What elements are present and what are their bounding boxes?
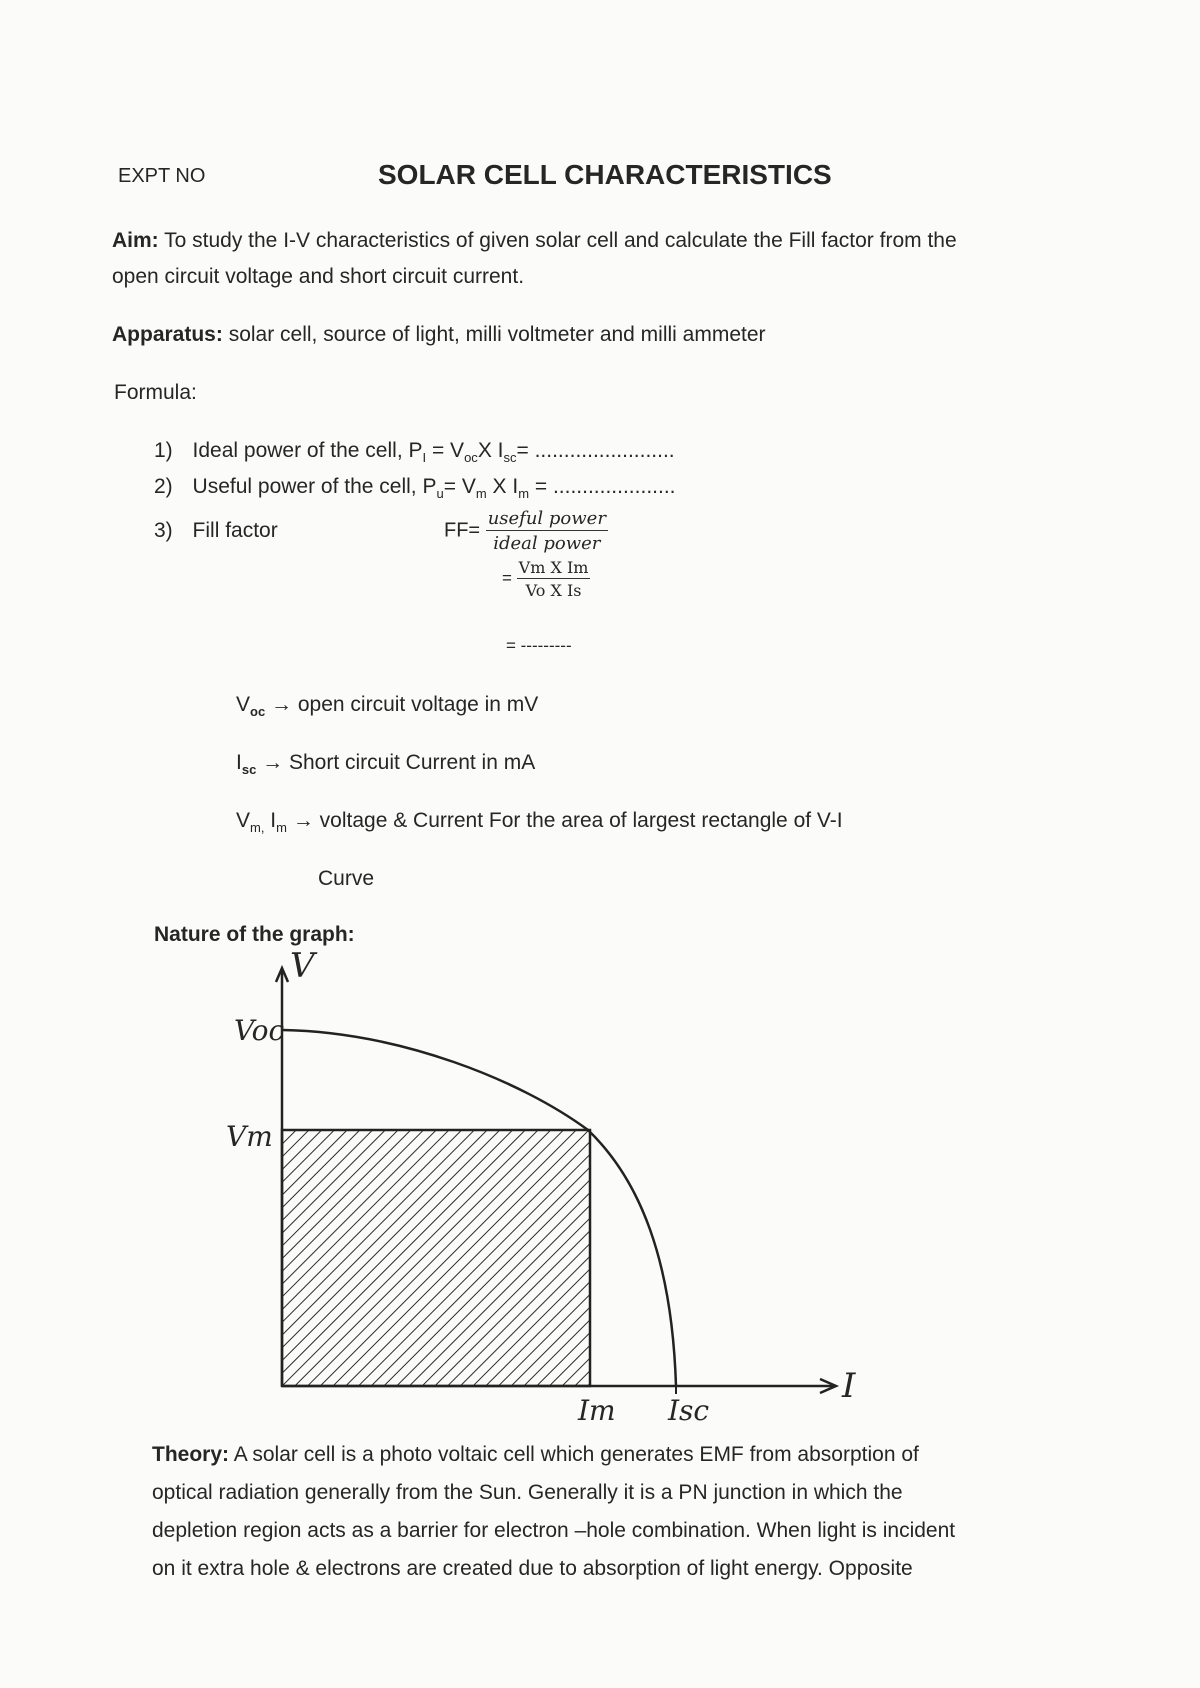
theory-line-2: optical radiation generally from the Sun. Generally it is a PN junction in which the: [152, 1481, 903, 1504]
formula-item-text: Ideal power of the cell, P: [192, 439, 423, 462]
x-axis-label: I: [842, 1366, 856, 1406]
subscript: m,: [250, 820, 265, 836]
ff-label: FF=: [444, 519, 481, 542]
ff-numerator: useful power: [487, 508, 606, 529]
ff-result: = ---------: [506, 636, 572, 655]
formula-item-text: = V: [443, 475, 476, 498]
subscript: sc: [503, 450, 517, 466]
formula-item-text: = ........................: [516, 439, 675, 462]
symbol: I: [236, 751, 242, 774]
definition-continuation: Curve: [318, 867, 375, 890]
definition-text: → open circuit voltage in mV: [265, 693, 539, 716]
theory-line-4: on it extra hole & electrons are created due to absorption of light energy. Opposite: [152, 1557, 913, 1580]
aim-label: Aim:: [112, 229, 159, 252]
apparatus-text: solar cell, source of light, milli voltmeter and milli ammeter: [222, 323, 766, 346]
subscript: m: [475, 486, 487, 502]
apparatus-label: Apparatus:: [112, 323, 223, 346]
theory-text-1: A solar cell is a photo voltaic cell which generates EMF from absorption of: [229, 1443, 919, 1466]
voc-label: Voc: [234, 1014, 285, 1047]
ff-denominator: ideal power: [493, 533, 601, 554]
formula-item-text: X I: [477, 439, 504, 462]
formula-item-num: 3): [154, 519, 173, 542]
symbol: V: [236, 809, 251, 832]
formula-item-text: Fill factor: [192, 519, 278, 542]
formula-item-num: 1): [154, 439, 173, 462]
subscript: sc: [241, 762, 257, 778]
subscript: m: [276, 820, 287, 836]
subscript: I: [422, 450, 427, 466]
theory-label: Theory:: [152, 1443, 230, 1466]
max-power-rectangle: [282, 1130, 590, 1386]
theory-line-3: depletion region acts as a barrier for electron –hole combination. When light is incident: [152, 1519, 956, 1542]
formula-item-text: Useful power of the cell, P: [192, 475, 437, 498]
aim-text-1: To study the I-V characteristics of given solar cell and calculate the Fill factor from the: [158, 229, 957, 252]
graph-heading: Nature of the graph:: [154, 923, 355, 946]
subscript: oc: [464, 450, 478, 466]
symbol: V: [236, 693, 251, 716]
subscript: m: [518, 486, 530, 502]
formula-item-text: = .....................: [529, 475, 676, 498]
symbol: I: [264, 809, 277, 832]
isc-label: Isc: [668, 1394, 710, 1427]
vm-label: Vm: [226, 1120, 273, 1153]
formula-item-text: X I: [486, 475, 519, 498]
im-label: Im: [578, 1394, 616, 1427]
ff2-numerator: Vm X Im: [518, 558, 589, 577]
aim-line-2: open circuit voltage and short circuit current.: [112, 265, 525, 288]
formula-label: Formula:: [114, 381, 197, 404]
equals-sign: =: [502, 568, 512, 588]
subscript: oc: [250, 704, 266, 720]
formula-item-num: 2): [154, 475, 173, 498]
y-axis-label: V: [290, 946, 315, 986]
page-title: SOLAR CELL CHARACTERISTICS: [378, 159, 832, 190]
formula-item-text: = V: [426, 439, 465, 462]
definition-text: → Short circuit Current in mA: [256, 751, 536, 774]
theory-line-1: [152, 1442, 919, 1467]
subscript: u: [436, 486, 444, 502]
ff2-denominator: Vo X Is: [525, 581, 582, 600]
expt-no-label: EXPT NO: [118, 165, 206, 187]
definition-text: → voltage & Current For the area of largest rectangle of V-I: [286, 809, 843, 832]
